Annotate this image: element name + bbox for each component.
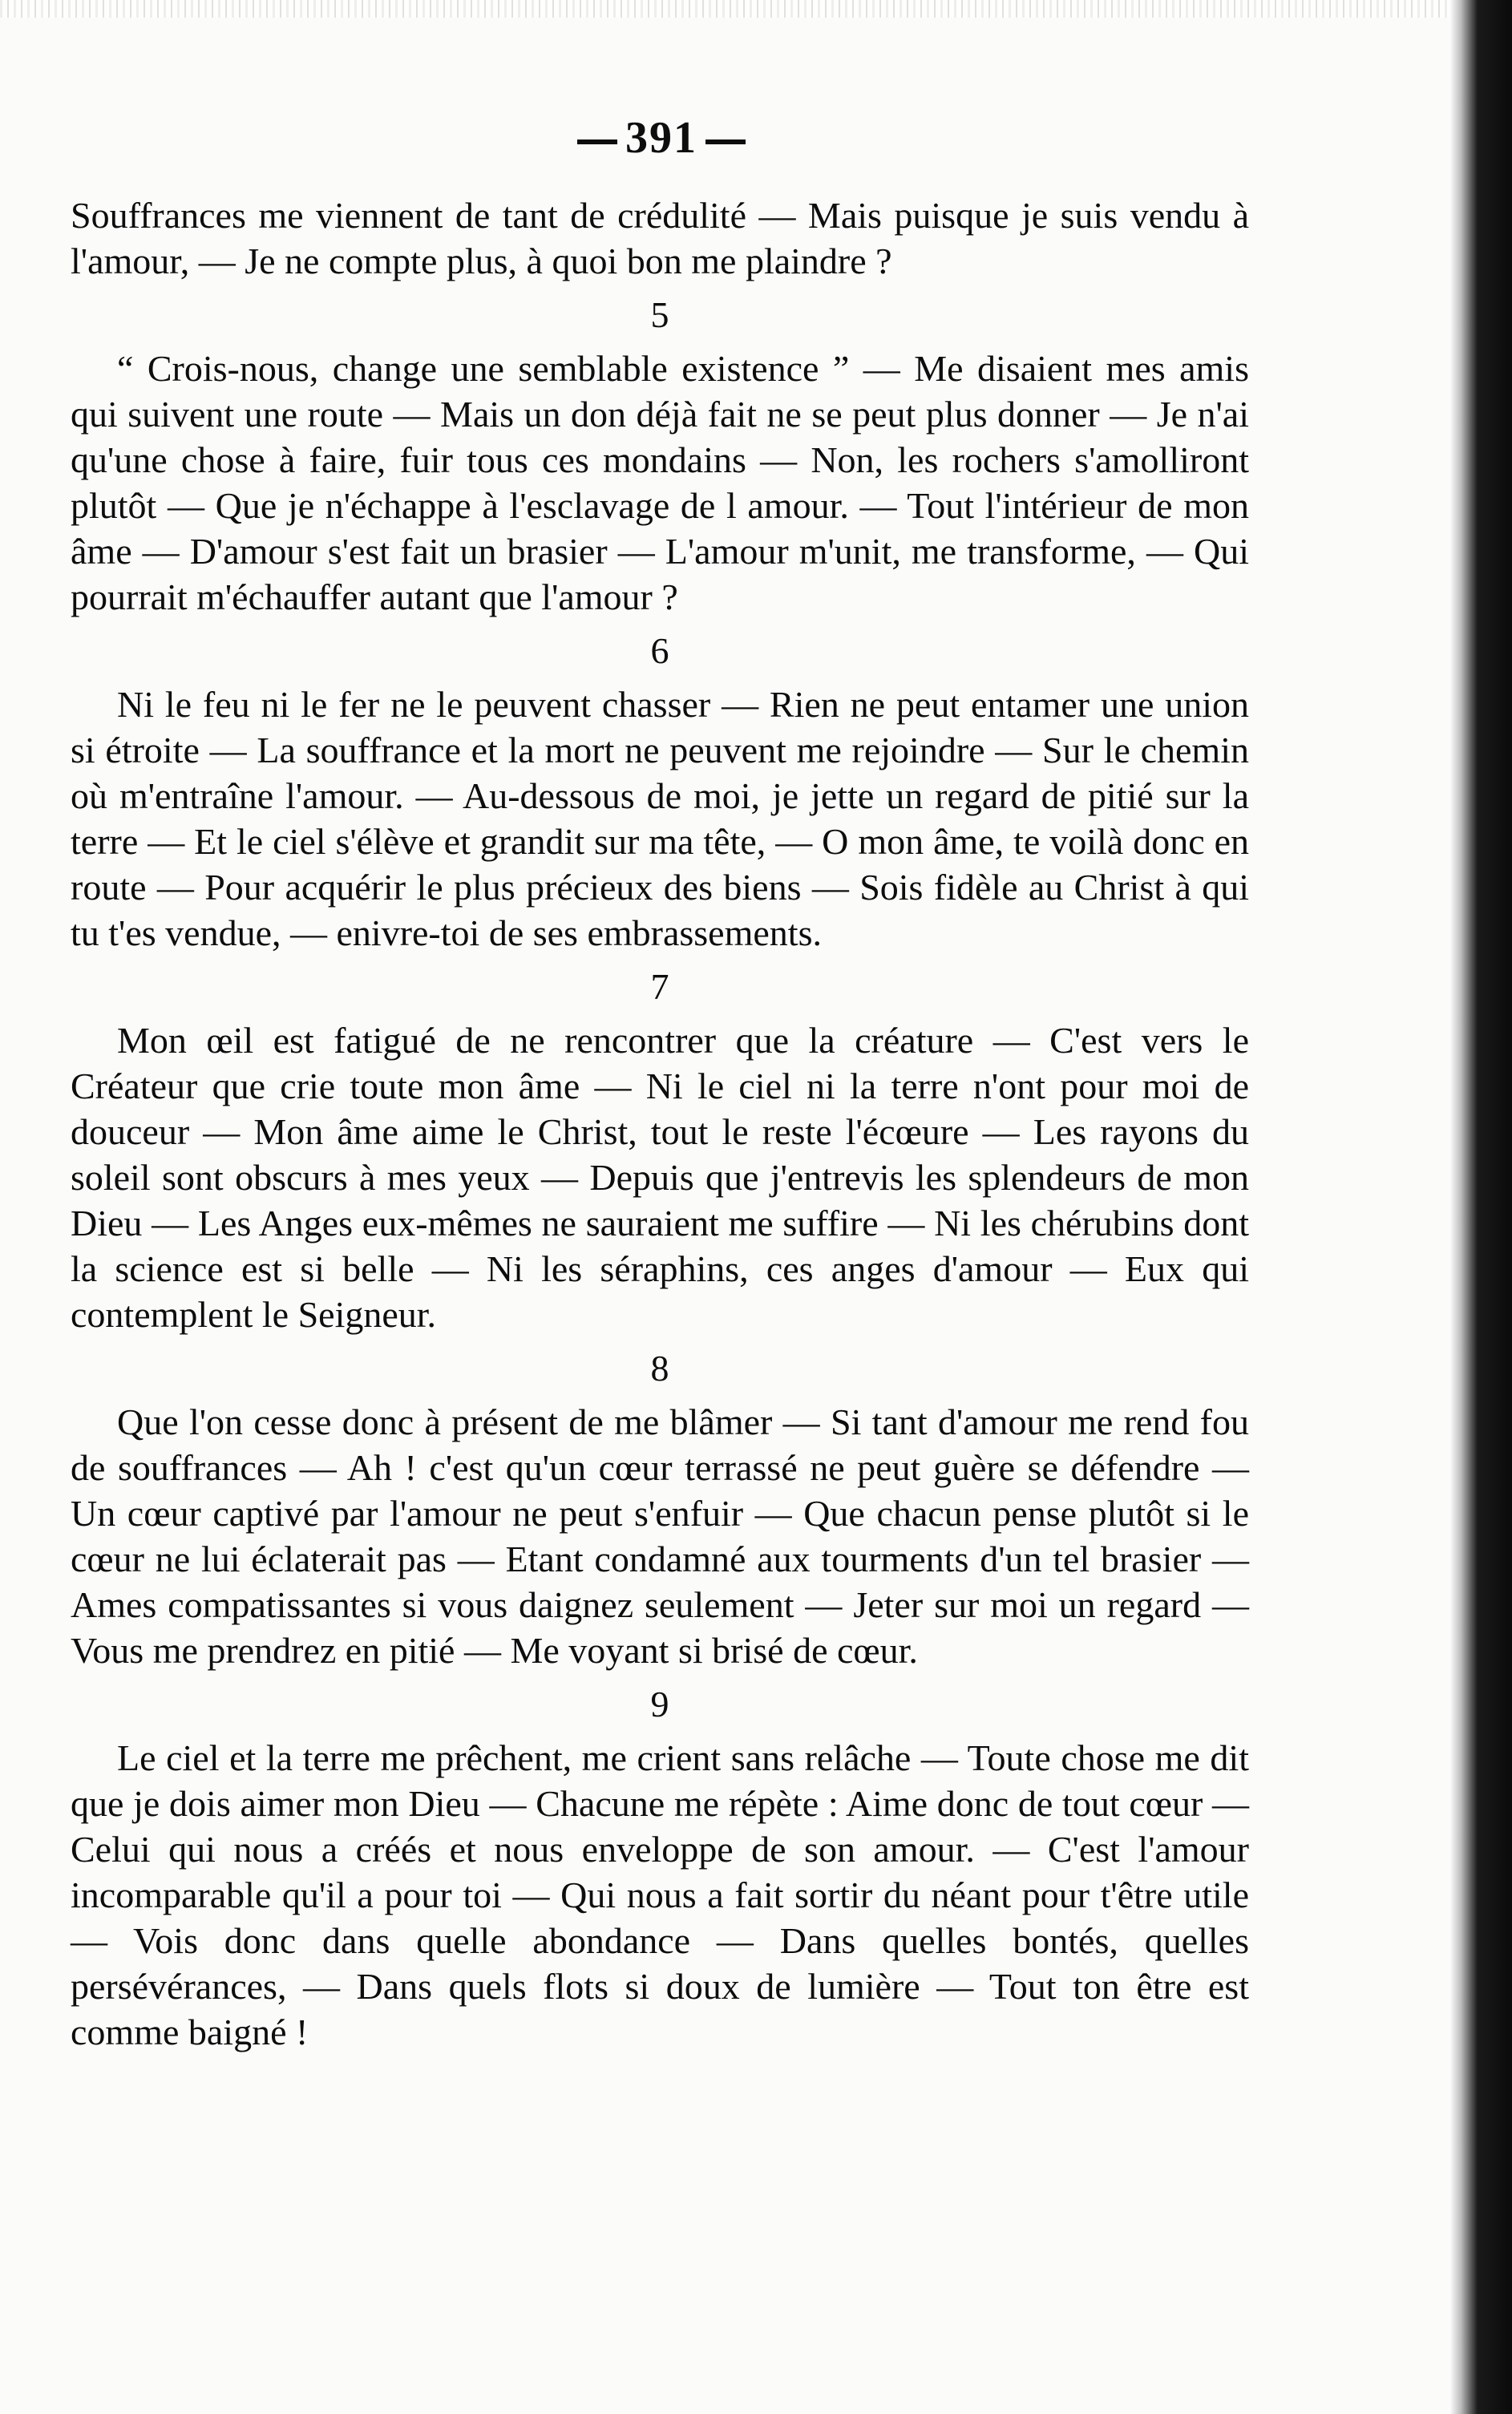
stanza-9-text: Le ciel et la terre me prêchent, me crient sans relâche — Toute chose me dit que je dois aimer mon Dieu — Chacune me répète : Aime donc de tout cœur — Celui qui nous a créés et nous enveloppe de son amour. — C'est l'amour incomparable qu'il a pour toi — Qui nous a fait sortir du néant pour t'être utile — Vois donc dans quelle abondance — Dans quelles bontés, quelles persévérances, — Dans quels flots si doux de lumière — Tout ton être est comme baigné !	[71, 1737, 1249, 2052]
scan-binding-edge	[1449, 0, 1512, 2414]
stanza-number-9: 9	[650, 1684, 669, 1725]
stanza-number-5: 5	[650, 294, 669, 335]
paragraph-continuation: Souffrances me viennent de tant de crédulité — Mais puisque je suis vendu à l'amour, — Je ne compte plus, à quoi bon me plaindre ?	[71, 195, 1249, 281]
page-number-right-dash	[705, 140, 746, 144]
body-text	[71, 192, 1249, 2063]
stanza-number-7: 7	[650, 966, 669, 1007]
stanza-number-8: 8	[650, 1348, 669, 1389]
page-number-value: 391	[625, 113, 697, 163]
stanza-8-text: Que l'on cesse donc à présent de me blâmer — Si tant d'amour me rend fou de souffrances — Ah ! c'est qu'un cœur terrassé ne peut guère se défendre — Un cœur captivé par l'amour ne peut s'enfuir — Que chacun pense plutôt si le cœur ne lui éclaterait pas — Etant condamné aux tourments d'un tel brasier — Ames compatissantes si vous daignez seulement — Jeter sur moi un regard — Vous me prendrez en pitié — Me voyant si brisé de cœur.	[71, 1401, 1249, 1671]
page-number	[0, 112, 1323, 164]
page-number-left-dash	[577, 140, 617, 144]
stanza-7-text: Mon œil est fatigué de ne rencontrer que la créature — C'est vers le Créateur que crie toute mon âme — Ni le ciel ni la terre n'ont pour moi de douceur — Mon âme aime le Christ, tout le reste l'écœure — Les rayons du soleil sont obscurs à mes yeux — Depuis que j'entrevis les splendeurs de mon Dieu — Les Anges eux-mêmes ne sauraient me suffire — Ni les chérubins dont la science est si belle — Ni les séraphins, ces anges d'amour — Eux qui contemplent le Seigneur.	[71, 1020, 1249, 1335]
scan-top-noise	[0, 0, 1512, 18]
stanza-5-text: “ Crois-nous, change une semblable existence ” — Me disaient mes amis qui suivent une route — Mais un don déjà fait ne se peut plus donner — Je n'ai qu'une chose à faire, fuir tous ces mondains — Non, les rochers s'amolliront plutôt — Que je n'échappe à l'esclavage de l amour. — Tout l'intérieur de mon âme — D'amour s'est fait un brasier — L'amour m'unit, me transforme, — Qui pourrait m'échauffer autant que l'amour ?	[71, 348, 1249, 617]
stanza-number-6: 6	[650, 630, 669, 671]
stanza-6-text: Ni le feu ni le fer ne le peuvent chasser — Rien ne peut entamer une union si étroite — La souffrance et la mort ne peuvent me rejoindre — Sur le chemin où m'entraîne l'amour. — Au-dessous de moi, je jette un regard de pitié sur la terre — Et le ciel s'élève et grandit sur ma tête, — O mon âme, te voilà donc en route — Pour acquérir le plus précieux des biens — Sois fidèle au Christ à qui tu t'es vendue, — enivre-toi de ses embrassements.	[71, 684, 1249, 953]
